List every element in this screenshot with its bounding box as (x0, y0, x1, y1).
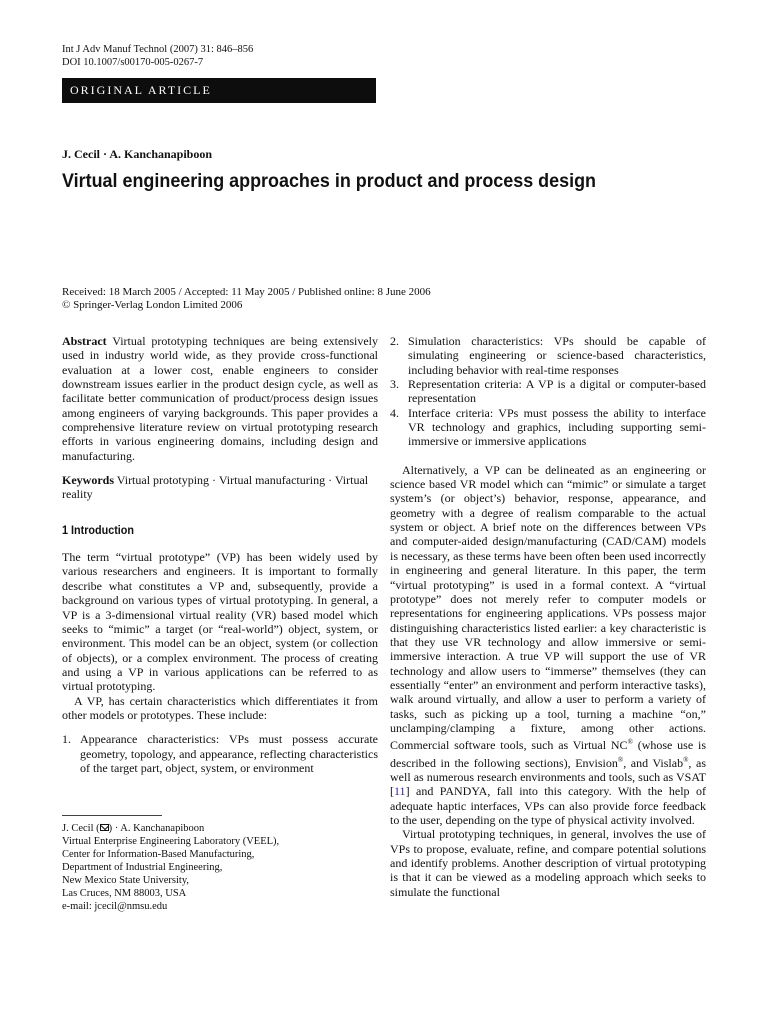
list-item (390, 334, 706, 377)
intro-paragraph-2: A VP, has certain characteristics which differentiates it from other models or prototypes. These include: (62, 693, 378, 722)
envelope-icon (100, 824, 109, 831)
list-number: 3. (390, 377, 399, 392)
aff-line: Department of Industrial Engineering, (62, 862, 223, 874)
list-item (390, 377, 706, 406)
registered-mark: ® (627, 738, 633, 747)
aff-line: Virtual Enterprise Engineering Laboratory (VEEL), (62, 836, 280, 848)
body-paragraph-1: Alternatively, a VP can be delineated as an engineering or science based VR model which can “mimic” or simulate a target system’s (or object’s) behavior, response, appearance, and geometry with a degree of realism comparable to the actual system or object. A brief note on the differences between VPs and computer-aided design/manufacturing (CAD/CAM) models is necessary, as these terms have been often been used incorrectly in engineering and general literature. In this paper, the term “virtual prototyping” is used in a formal context. A “virtual prototype” does not merely refer to computer models or representations for engineering applications. VPs possess major distinguishing characteristics listed earlier: a key characteristic is that they use VR technology and allow immersive or semi-immersive interaction. A true VP will support the use of VR technology and allow users to “immerse” themselves (they can essentially “enter” an environment and perform interactive tasks), walk around virtually, and allow a user to perform a variety of tasks, such as picking up a tool, turning a machine “on,” unclamping/clamping a fixture, among other actions. Commercial software tools, such as Virtual NC® (whose use is described in the following sections), Envision®, and Vislab®, as well as numerous research environments and tools, such as VSAT [11] and PANDYA, fall into this category. With the help of adequate haptic interfaces, VPs can also provide force feedback to the user, depending on the type of physical activity involved. (390, 462, 706, 827)
author-affiliation (62, 822, 378, 913)
registered-mark: ® (683, 755, 689, 764)
aff-line: Las Cruces, NM 88003, USA (62, 888, 187, 900)
left-column (62, 334, 378, 913)
aff-authors: J. Cecil ( ) · A. Kanchanapiboon (62, 823, 205, 835)
aff-line: New Mexico State University, (62, 875, 190, 887)
journal-line: Int J Adv Manuf Technol (2007) 31: 846–856 (62, 44, 254, 55)
journal-citation (62, 43, 253, 69)
authors: J. Cecil · A. Kanchanapiboon (62, 147, 213, 161)
publication-dates (62, 286, 431, 312)
reference-link[interactable]: 11 (394, 784, 406, 799)
keywords-label: Keywords (62, 473, 114, 488)
doi-line: DOI 10.1007/s00170-005-0267-7 (62, 57, 204, 68)
right-column (390, 334, 706, 899)
list-number: 2. (390, 334, 399, 348)
list-item (62, 732, 378, 775)
list-text: Representation criteria: A VP is a digital or computer-based representation (408, 377, 706, 406)
aff-email: e-mail: jcecil@nmsu.edu (62, 901, 168, 913)
keywords-text: Virtual prototyping · Virtual manufacturing · Virtual reality (62, 473, 369, 502)
article-type-banner: ORIGINAL ARTICLE (62, 78, 376, 103)
registered-mark: ® (617, 755, 624, 764)
abstract (62, 334, 378, 463)
list-text: Appearance characteristics: VPs must possess accurate geometry, topology, and appearance, reflecting characteristics of the target part, object, system, or environment (80, 732, 378, 775)
abstract-text: Virtual prototyping techniques are being extensively used in industry world wide, as they provide cross-functional evaluation at a lower cost, enable engineers to consider downstream issues earlier in the product design cycle, as well as facilitate better communication of product/process design issues among engineers of varying backgrounds. This paper provides a comprehensive literature review on virtual prototyping research efforts in various engineering domains, including design and manufacturing. (62, 334, 378, 463)
keywords (62, 473, 378, 502)
list-number: 4. (390, 405, 399, 420)
list-text: Interface criteria: VPs must possess the ability to interface VR technology and graphics, including supporting semi-immersive or immersive applications (408, 405, 706, 449)
list-number: 1. (62, 732, 71, 747)
received-line: Received: 18 March 2005 / Accepted: 11 May 2005 / Published online: 8 June 2006 (62, 286, 431, 298)
body-paragraph-2: Virtual prototyping techniques, in general, involves the use of VPs to propose, evaluate, refine, and compare potential solutions and identify problems. Another description of virtual prototyping is that it can be viewed as a modeling approach which seeks to simulate the functional (390, 827, 706, 899)
intro-paragraph-1: The term “virtual prototype” (VP) has been widely used by various researchers and engineers. It is important to formally describe what constitutes a VP and, subsequently, provide a background on various types of virtual prototyping. In general, a VP is a 3-dimensional virtual reality (VR) based model which seeks to “mimic” a target (or “real-world”) object, system, or environment. This model can be an object, system (or collection of objects), or a complex environment. The process of creating and using a VP in various applications can be referred to as virtual prototyping. (62, 550, 378, 694)
article-title: Virtual engineering approaches in product and process design (62, 170, 597, 192)
abstract-label: Abstract (62, 334, 107, 348)
list-text: Simulation characteristics: VPs should be capable of simulating engineering or science-based characteristics, including behavior with real-time responses (408, 334, 706, 377)
section-heading-introduction: 1 Introduction (62, 522, 134, 537)
copyright-line: © Springer-Verlag London Limited 2006 (62, 299, 243, 311)
list-item (390, 406, 706, 449)
aff-line: Center for Information-Based Manufacturing, (62, 849, 255, 861)
